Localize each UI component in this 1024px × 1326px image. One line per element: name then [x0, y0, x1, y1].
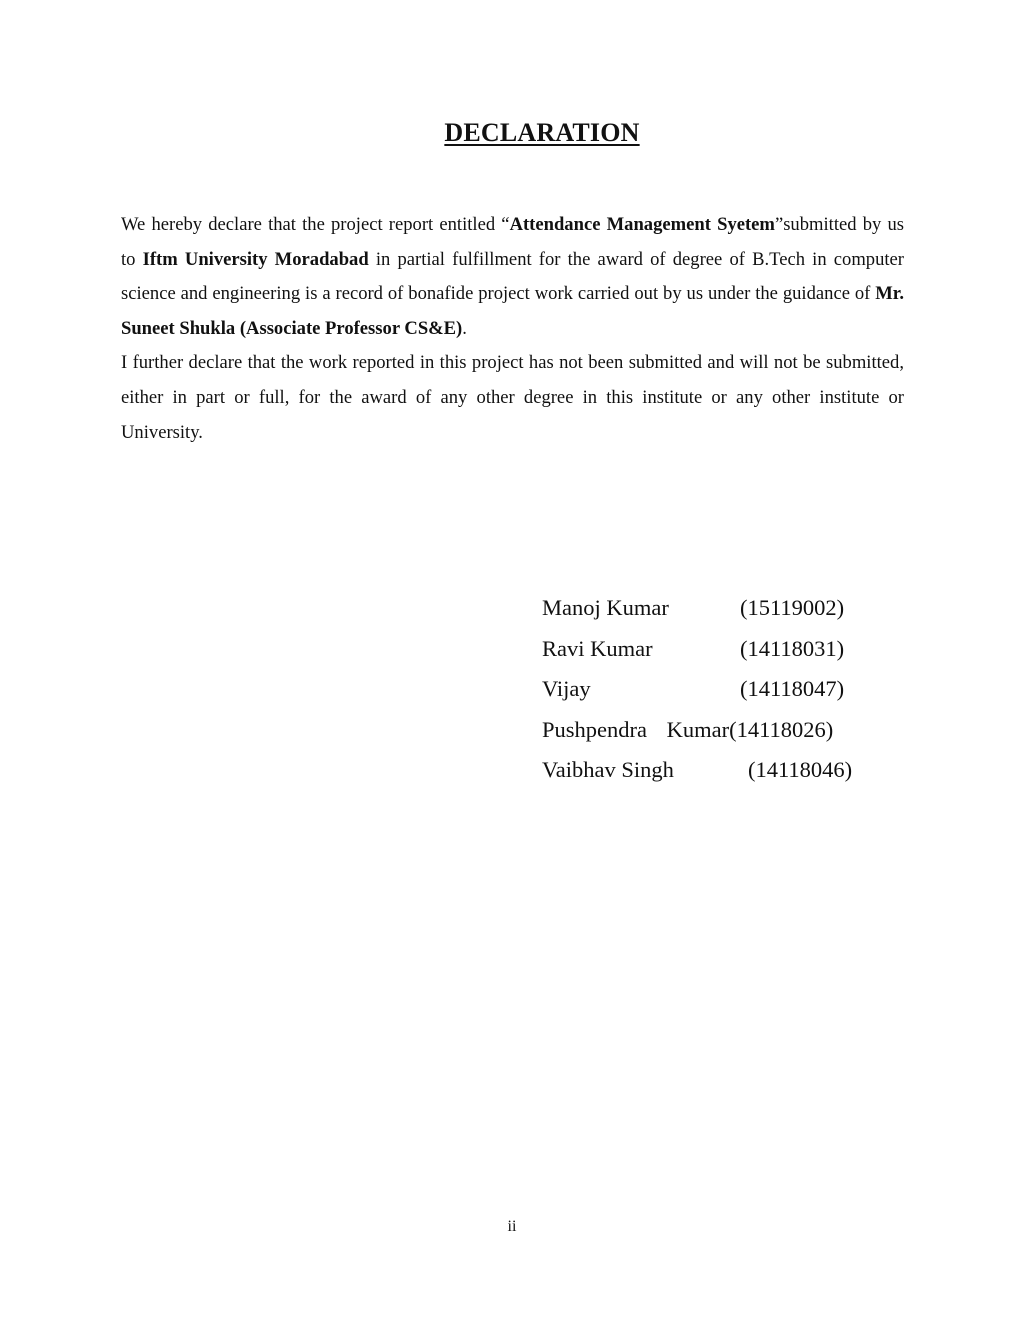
signatory-id: (14118026) [729, 716, 834, 742]
paragraph-text: We hereby declare that the project report entitled “ [121, 214, 510, 235]
paragraph-text: . [462, 317, 467, 339]
page-title: DECLARATION [444, 118, 640, 147]
signatory-id: (15119002) [740, 595, 845, 620]
signatory-id: (14118031) [740, 635, 845, 661]
project-title: Attendance Management Syetem [509, 214, 775, 235]
signatory-name: Ravi Kumar [542, 635, 653, 661]
signatory-name: Vijay [542, 676, 591, 701]
signatory-id: (14118046) [748, 757, 853, 782]
signatory-row [542, 710, 852, 751]
page-number: ii [507, 1218, 517, 1235]
signatory-row [542, 588, 852, 629]
signatory-name: Pushpendra Kumar [542, 716, 730, 742]
signatory-id: (14118047) [740, 676, 845, 701]
guide-name: Mr. Suneet Shukla (Associate Professor CS&E) [121, 283, 904, 339]
university-name: Iftm University Moradabad [142, 248, 369, 270]
signatory-row [542, 750, 852, 791]
declaration-body [121, 208, 904, 450]
signatory-list [542, 588, 852, 791]
paragraph-text: ”submitted by us to [121, 214, 904, 270]
declaration-paragraph-1 [121, 208, 904, 346]
signatory-name: Vaibhav Singh [542, 757, 674, 782]
signatory-row [542, 629, 852, 670]
signatory-name: Manoj Kumar [542, 595, 669, 620]
declaration-paragraph-2: I further declare that the work reported in this project has not been submitted and will not be submitted, either in part or full, for the award of any other degree in this institute or any other institute or University. [121, 352, 904, 443]
signatory-row [542, 669, 852, 710]
paragraph-text: in partial fulfillment for the award of degree of B.Tech in computer science and engineering is a record of bonafide project work carried out by us under the guidance of [121, 248, 904, 305]
